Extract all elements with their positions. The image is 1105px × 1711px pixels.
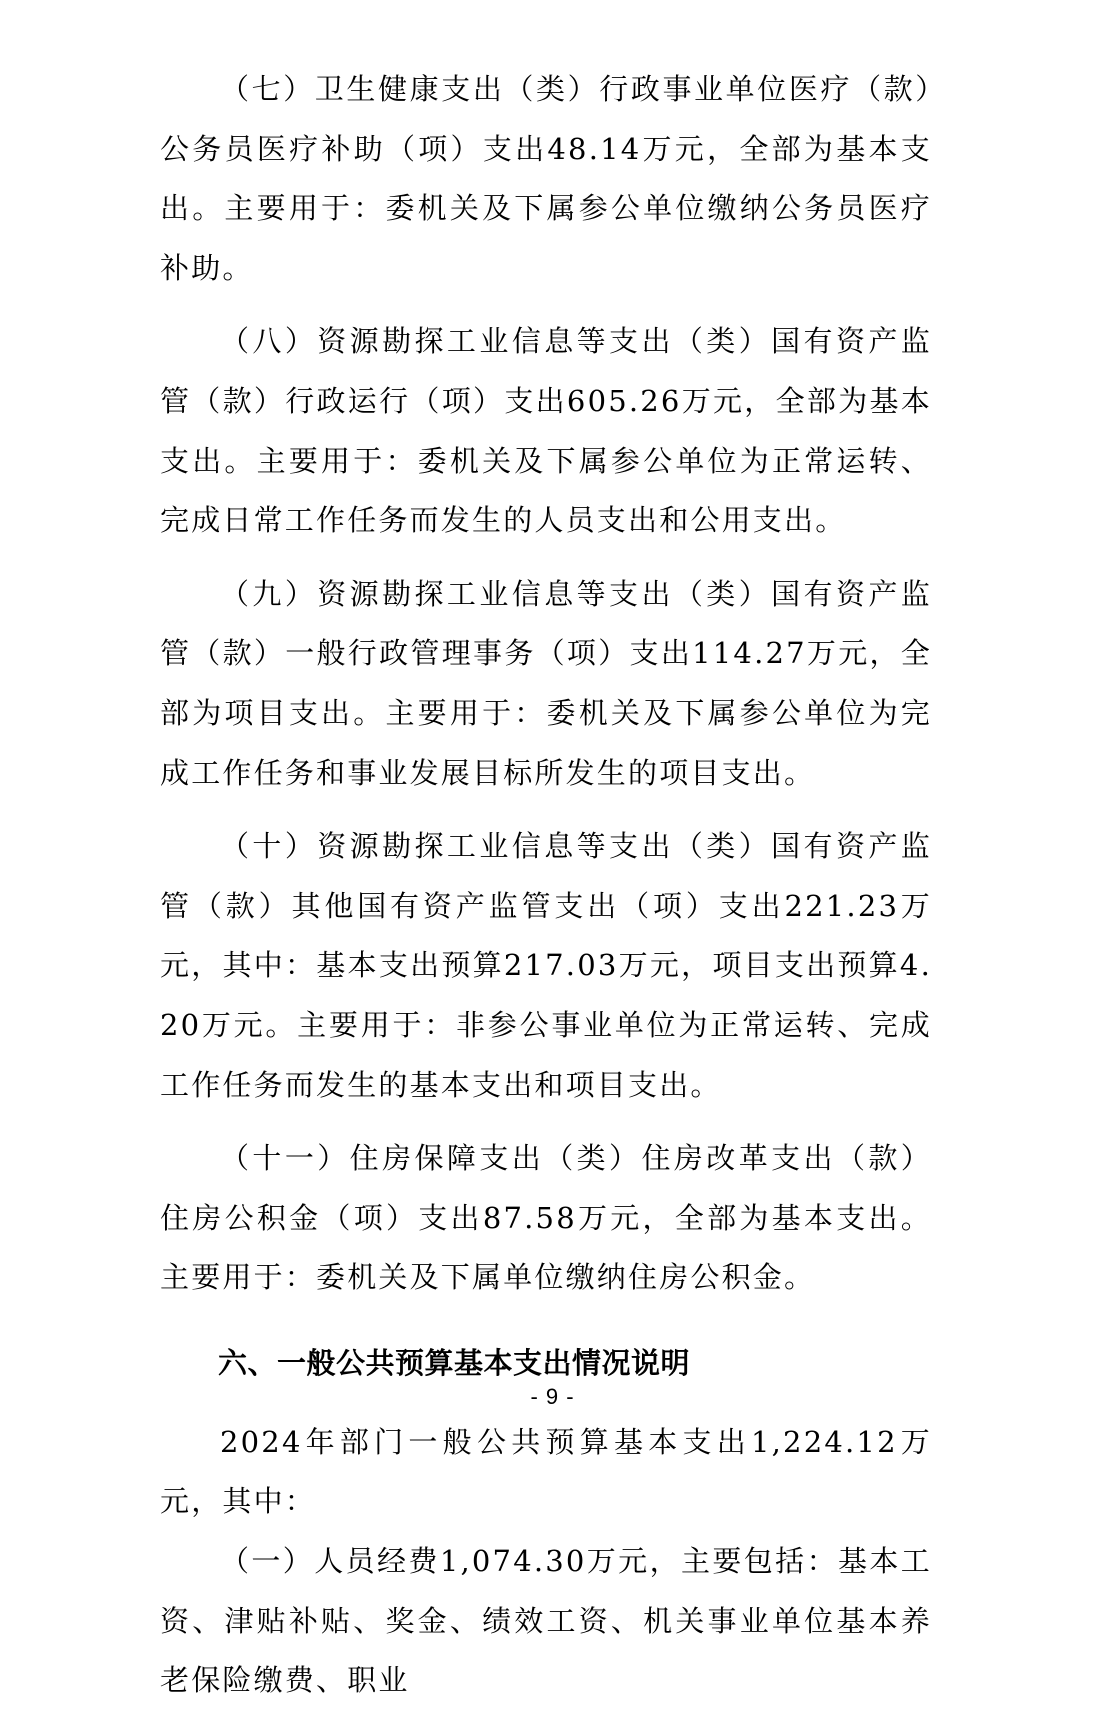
paragraph-10: （十）资源勘探工业信息等支出（类）国有资产监管（款）其他国有资产监管支出（项）支出221.23万元，其中：基本支出预算217.03万元，项目支出预算4.20万元。主要用于：非参公事业单位为正常运转、完成工作任务而发生的基本支出和项目支出。 bbox=[160, 829, 932, 1102]
page-body bbox=[160, 60, 932, 1711]
page-number: - 9 - bbox=[530, 1384, 575, 1409]
paragraph-11: （十一）住房保障支出（类）住房改革支出（款）住房公积金（项）支出87.58万元，全部为基本支出。主要用于：委机关及下属单位缴纳住房公积金。 bbox=[160, 1141, 932, 1295]
paragraph-7: （七）卫生健康支出（类）行政事业单位医疗（款）公务员医疗补助（项）支出48.14万元，全部为基本支出。主要用于：委机关及下属参公单位缴纳公务员医疗补助。 bbox=[160, 72, 932, 285]
paragraph-9: （九）资源勘探工业信息等支出（类）国有资产监管（款）一般行政管理事务（项）支出114.27万元，全部为项目支出。主要用于：委机关及下属参公单位为完成工作任务和事业发展目标所发生的项目支出。 bbox=[160, 576, 932, 790]
section-heading: 六、一般公共预算基本支出情况说明 bbox=[218, 1345, 691, 1380]
paragraph-8: （八）资源勘探工业信息等支出（类）国有资产监管（款）行政运行（项）支出605.26万元，全部为基本支出。主要用于：委机关及下属参公单位为正常运转、完成日常工作任务而发生的人员支出和公用支出。 bbox=[160, 324, 932, 538]
section-intro-paragraph: 2024年部门一般公共预算基本支出1,224.12万元，其中： bbox=[160, 1424, 932, 1519]
personnel-expense-paragraph: （一）人员经费1,074.30万元，主要包括：基本工资、津贴补贴、奖金、绩效工资、机关事业单位基本养老保险缴费、职业 bbox=[160, 1544, 932, 1698]
